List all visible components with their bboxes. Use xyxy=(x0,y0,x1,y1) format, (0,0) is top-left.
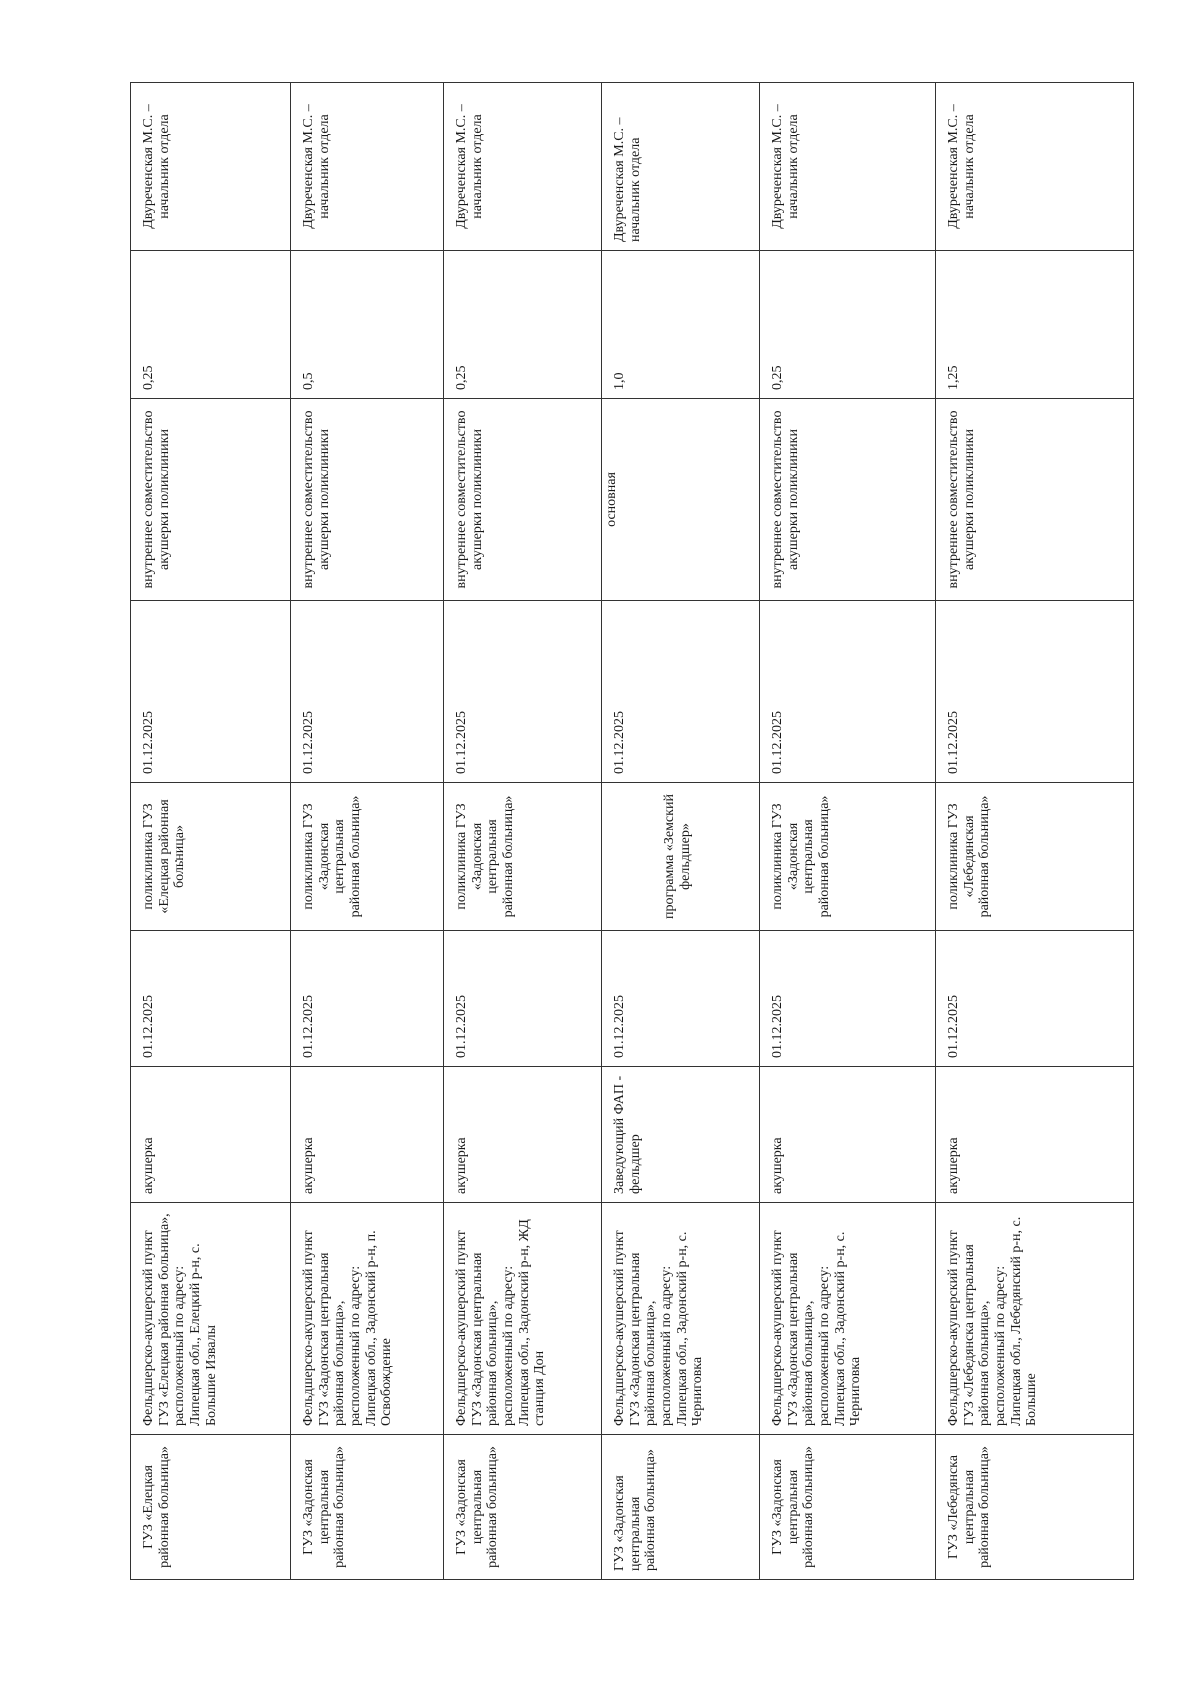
cell-org: ГУЗ «Задонская центральная районная больница» xyxy=(444,1435,602,1580)
cell-org: ГУЗ «Елецкая районная больница» xyxy=(131,1435,291,1580)
cell-date-start: 01.12.2025 xyxy=(444,931,602,1067)
cell-employment: внутреннее совместительство акушерки поликлиники xyxy=(936,399,1134,601)
cell-date-start: 01.12.2025 xyxy=(602,931,760,1067)
cell-location: Фельдшерско-акушерский пункт ГУЗ «Лебедянска центральная районная больница», расположенный по адресу: Липецкая обл., Лебедянский р-н, с. Большие xyxy=(936,1203,1134,1435)
cell-source: поликлиника ГУЗ «Задонская центральная районная больница» xyxy=(291,783,444,931)
cell-employment: внутреннее совместительство акушерки поликлиники xyxy=(444,399,602,601)
cell-rate: 1,0 xyxy=(602,251,760,399)
cell-date-start: 01.12.2025 xyxy=(131,931,291,1067)
cell-date-start: 01.12.2025 xyxy=(936,931,1134,1067)
cell-location: Фельдшерско-акушерский пункт ГУЗ «Задонская центральная районная больница», расположенный по адресу: Липецкая обл., Задонский р-н, с. Черниговка xyxy=(760,1203,936,1435)
cell-location: Фельдшерско-акушерский пункт ГУЗ «Задонская центральная районная больница», расположенный по адресу: Липецкая обл., Задонский р-н, ЖД станция Дон xyxy=(444,1203,602,1435)
cell-rate: 0,25 xyxy=(760,251,936,399)
table-row xyxy=(291,83,444,1580)
cell-date-hire: 01.12.2025 xyxy=(760,601,936,783)
cell-source: поликлиника ГУЗ «Задонская центральная районная больница» xyxy=(444,783,602,931)
cell-position: акушерка xyxy=(291,1067,444,1203)
cell-employment: внутреннее совместительство акушерки поликлиники xyxy=(291,399,444,601)
cell-source: поликлиника ГУЗ «Елецкая районная больница» xyxy=(131,783,291,931)
cell-org: ГУЗ «Лебедянска центральная районная больница» xyxy=(936,1435,1134,1580)
table-row xyxy=(131,83,291,1580)
table-row xyxy=(936,83,1134,1580)
cell-employment: внутреннее совместительство акушерки поликлиники xyxy=(131,399,291,601)
cell-source: поликлиника ГУЗ «Задонская центральная районная больница» xyxy=(760,783,936,931)
staffing-table xyxy=(130,82,1134,1580)
cell-source: программа «Земский фельдшер» xyxy=(602,783,760,931)
table-row xyxy=(602,83,760,1580)
cell-date-hire: 01.12.2025 xyxy=(291,601,444,783)
cell-employment: основная xyxy=(602,399,760,601)
cell-responsible: Двуреченская М.С. – начальник отдела xyxy=(936,83,1134,251)
cell-responsible: Двуреченская М.С. – начальник отдела xyxy=(602,83,760,251)
cell-org: ГУЗ «Задонская центральная районная больница» xyxy=(602,1435,760,1580)
cell-date-hire: 01.12.2025 xyxy=(602,601,760,783)
table-row xyxy=(760,83,936,1580)
cell-date-start: 01.12.2025 xyxy=(291,931,444,1067)
cell-responsible: Двуреченская М.С. – начальник отдела xyxy=(131,83,291,251)
cell-location: Фельдшерско-акушерский пункт ГУЗ «Елецкая районная больница», расположенный по адресу: Липецкая обл., Елецкий р-н, с. Большие Извалы xyxy=(131,1203,291,1435)
cell-date-hire: 01.12.2025 xyxy=(936,601,1134,783)
cell-position: акушерка xyxy=(131,1067,291,1203)
cell-location: Фельдшерско-акушерский пункт ГУЗ «Задонская центральная районная больница», расположенный по адресу: Липецкая обл., Задонский р-н, п. Освобождение xyxy=(291,1203,444,1435)
cell-position: Заведующий ФАП - фельдшер xyxy=(602,1067,760,1203)
cell-position: акушерка xyxy=(444,1067,602,1203)
cell-responsible: Двуреченская М.С. – начальник отдела xyxy=(444,83,602,251)
cell-date-start: 01.12.2025 xyxy=(760,931,936,1067)
cell-rate: 1,25 xyxy=(936,251,1134,399)
cell-org: ГУЗ «Задонская центральная районная больница» xyxy=(760,1435,936,1580)
cell-source: поликлиника ГУЗ «Лебедянская районная больница» xyxy=(936,783,1134,931)
cell-rate: 0,25 xyxy=(131,251,291,399)
table-row xyxy=(444,83,602,1580)
rotated-table-wrapper xyxy=(130,83,1133,1580)
cell-position: акушерка xyxy=(936,1067,1134,1203)
table-frame xyxy=(130,83,1133,1580)
cell-position: акушерка xyxy=(760,1067,936,1203)
cell-date-hire: 01.12.2025 xyxy=(444,601,602,783)
cell-org: ГУЗ «Задонская центральная районная больница» xyxy=(291,1435,444,1580)
cell-location: Фельдшерско-акушерский пункт ГУЗ «Задонская центральная районная больница», расположенный по адресу: Липецкая обл., Задонский р-н, с. Черниговка xyxy=(602,1203,760,1435)
cell-rate: 0,5 xyxy=(291,251,444,399)
cell-rate: 0,25 xyxy=(444,251,602,399)
cell-date-hire: 01.12.2025 xyxy=(131,601,291,783)
cell-employment: внутреннее совместительство акушерки поликлиники xyxy=(760,399,936,601)
cell-responsible: Двуреченская М.С. – начальник отдела xyxy=(760,83,936,251)
cell-responsible: Двуреченская М.С. – начальник отдела xyxy=(291,83,444,251)
